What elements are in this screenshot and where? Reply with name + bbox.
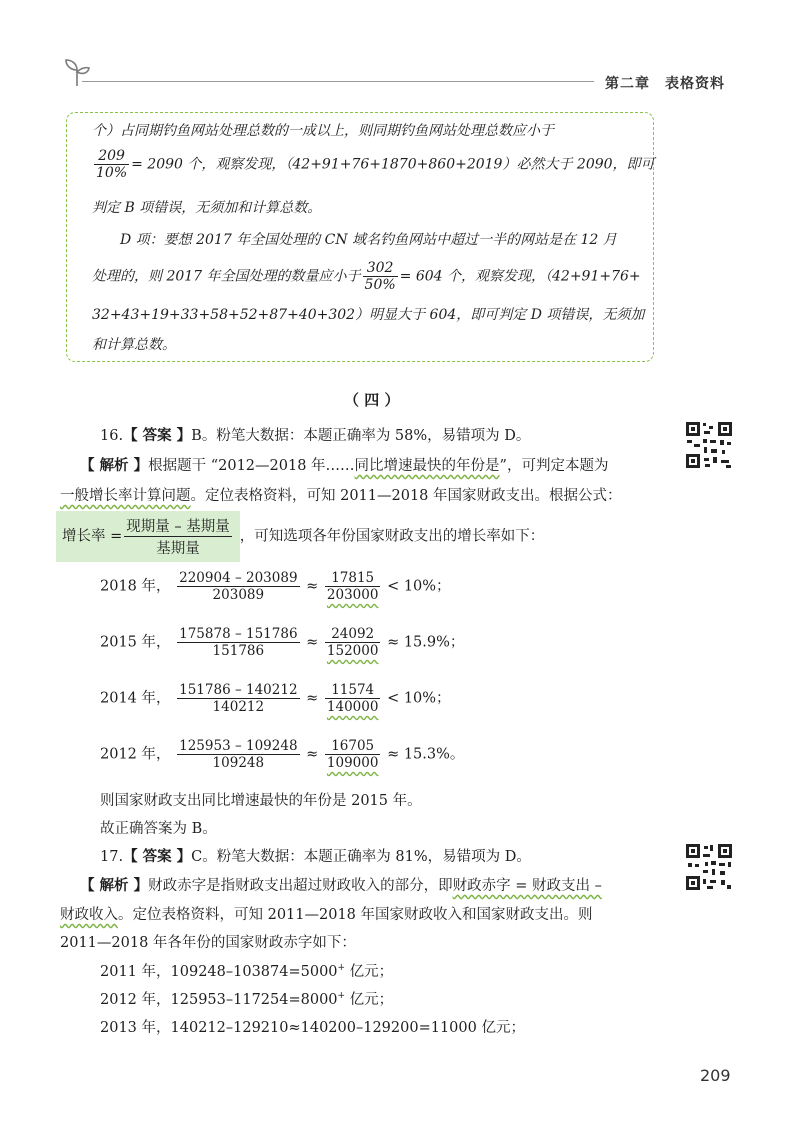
note-fraction-1: $\frac{209}{10\%}$ [96,148,128,181]
chapter-title: 第二章 表格资料 [605,76,725,92]
note-line-5: 处理的，则 2017 年全国处理的数量应小于 $\frac{302}{50\%}$ = 604 个，观察发现，（42+91+76+ [92,260,641,293]
note-line-4: D 项：要想 2017 年全国处理的 CN 域名钓鱼网站中超过一半的网站是在 12 月 [120,232,617,248]
q16-analysis-line-1: 【 解析 】根据题干 “2012—2018 年……同比增速最快的年份是”，可判定本题为 [80,458,609,474]
growth-formula: 增长率 = $\frac{\text{现期量 – 基期量}}{\text{基期量}}$ ，可知选项各年份国家财政支出的增长率如下： [56,511,544,562]
q16-conclusion-2: 故正确答案为 B。 [100,821,217,837]
deficit-row-2012: 2012 年，125953–117254=8000+ 亿元； [100,991,394,1008]
calc-row-2018: 2018 年， $\frac{220904 - 203089}{203089}$ ≈ $\frac{17815}{203000}$ < 10%； [100,570,451,603]
calc-row-2015: 2015 年， $\frac{175878 - 151786}{151786}$ ≈ $\frac{24092}{152000}$ ≈ 15.9%； [100,626,465,659]
q16-answer-line: 16.【 答案 】B。粉笔大数据：本题正确率为 58%，易错项为 D。 [100,428,531,444]
q17-answer-line: 17.【 答案 】C。粉笔大数据：本题正确率为 81%，易错项为 D。 [100,849,531,865]
sprout-icon [62,56,92,88]
qr-code-icon [684,842,734,892]
qr-code-16[interactable] [684,420,734,470]
q16-conclusion-1: 则国家财政支出同比增速最快的年份是 2015 年。 [100,793,422,809]
note-line-7: 和计算总数。 [92,337,176,353]
q17-analysis-line-3: 2011—2018 年各年份的国家财政赤字如下： [60,935,356,951]
page-number: 209 [700,1066,731,1085]
calc-row-2012: 2012 年， $\frac{125953 - 109248}{109248}$ ≈ $\frac{16705}{109000}$ ≈ 15.3%。 [100,738,465,771]
note-fraction-2: $\frac{302}{50\%}$ [364,260,396,293]
deficit-row-2011: 2011 年，109248–103874=5000+ 亿元； [100,963,394,980]
note-line-2: $\frac{209}{10\%}$ = 2090 个，观察发现，（42+91+76+1870+860+2019）必然大于 2090，即可 [96,148,655,181]
q16-analysis-line-2: 一般增长率计算问题。定位表格资料，可知 2011—2018 年国家财政支出。根据公式： [60,488,622,504]
calc-row-2014: 2014 年， $\frac{151786 - 140212}{140212}$ ≈ $\frac{11574}{140000}$ < 10%； [100,682,451,715]
section-title: （ 四 ） [344,391,400,409]
note-line-6: 32+43+19+33+58+52+87+40+302）明显大于 604，即可判定 D 项错误，无须加 [92,307,645,323]
note-line-1: 个）占同期钓鱼网站处理总数的一成以上，则同期钓鱼网站处理总数应小于 [92,123,554,139]
q17-analysis-line-2: 财政收入。定位表格资料，可知 2011—2018 年国家财政收入和国家财政支出。则 [60,907,593,923]
header-rule [82,81,594,82]
q17-analysis-line-1: 【 解析 】财政赤字是指财政支出超过财政收入的部分，即财政赤字 = 财政支出 – [80,878,602,894]
qr-code-17[interactable] [684,842,734,892]
deficit-row-2013: 2013 年，140212–129210≈140200–129200=11000 亿元； [100,1020,525,1036]
formula-highlight: 增长率 = $\frac{\text{现期量 – 基期量}}{\text{基期量}}$ [56,511,240,562]
note-line-3: 判定 B 项错误，无须加和计算总数。 [92,200,322,216]
qr-code-icon [684,420,734,470]
